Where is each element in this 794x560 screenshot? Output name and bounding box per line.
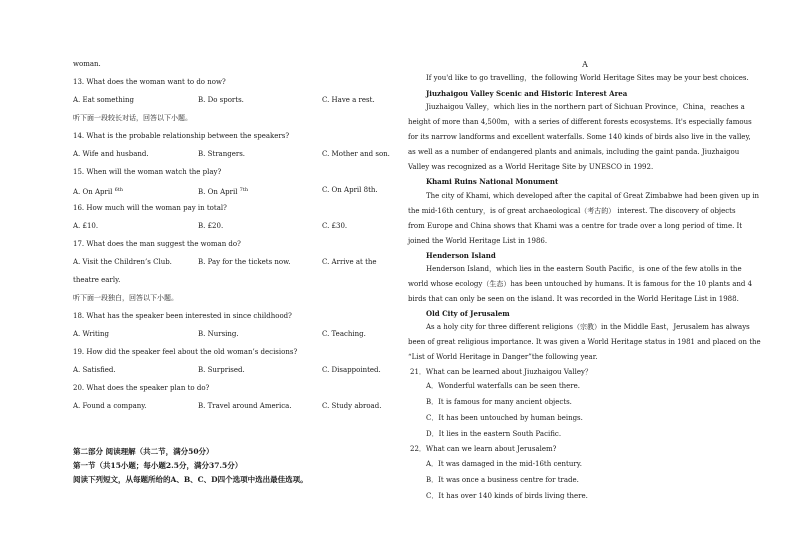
q13-option-a: A. Eat something: [73, 96, 134, 104]
passage-letter: A: [582, 60, 588, 69]
q21-option-a: A．Wonderful waterfalls can be seen there.: [426, 382, 581, 390]
q21-option-c: C．It has been untouched by human beings.: [426, 414, 583, 422]
question-22: 22．What can we learn about Jerusalem?: [410, 445, 557, 453]
question-20: 20. What does the speaker plan to do?: [73, 384, 210, 392]
question-14: 14. What is the probable relationship between the speakers?: [73, 132, 290, 140]
q22-option-a: A．It was damaged in the mid-16th century.: [426, 460, 582, 468]
question-21: 21．What can be learned about Jiuzhaigou Valley？: [410, 368, 592, 376]
henderson-line-3: birds that can only be seen on the island. It was recorded in the World Heritage List in 1988.: [408, 295, 739, 303]
q20-option-a: A. Found a company.: [73, 402, 147, 410]
q16-option-a: A. £10.: [73, 222, 99, 230]
heading-jerusalem: Old City of Jerusalem: [426, 309, 510, 318]
heading-jiuzhaigou: Jiuzhaigou Valley Scenic and Historic Interest Area: [426, 89, 628, 98]
q19-option-c: C. Disappointed.: [322, 366, 381, 374]
question-15: 15. When will the woman watch the play?: [73, 168, 222, 176]
q22-option-b: B．It was once a business centre for trade.: [426, 476, 579, 484]
khami-line-2: the mid-16th century，is of great archaeological（考古的） interest. The discovery of objects: [408, 207, 736, 215]
jiuzhaigou-line-2: height of more than 4,500m，with a series of different forests ecosystems. It's especially famous: [408, 118, 752, 126]
passage-intro: If you'd like to go travelling，the following World Heritage Sites may be your best choices.: [426, 74, 749, 82]
khami-line-4: joined the World Heritage List in 1986.: [408, 237, 548, 245]
q17-option-c-continued: theatre early.: [73, 276, 121, 284]
q17-option-b: B. Pay for the tickets now.: [198, 258, 291, 266]
jiuzhaigou-line-5: Valley was recognized as a World Heritage Site by UNESCO in 1992.: [408, 163, 654, 171]
q20-option-b: B. Travel around America.: [198, 402, 292, 410]
q15-option-b: B. On April $^{7th}$: [198, 187, 249, 196]
q19-option-b: B. Surprised.: [198, 366, 245, 374]
q16-option-b: B. £20.: [198, 222, 224, 230]
jerusalem-line-2: been of great religious importance. It was given a World Heritage status in 1981 and placed on the: [408, 338, 761, 346]
question-17: 17. What does the man suggest the woman do?: [73, 240, 241, 248]
question-13: 13. What does the woman want to do now?: [73, 78, 226, 86]
q18-option-b: B. Nursing.: [198, 330, 239, 338]
part-two-title: 第二部分 阅读理解（共二节，满分50分）: [73, 447, 214, 456]
listening-instruction-monologue: 听下面一段独白，回答以下小题。: [73, 294, 178, 302]
q18-option-a: A. Writing: [73, 330, 110, 338]
henderson-line-2: world whose ecology（生态）has been untouched by humans. It is famous for the 10 plants and 4: [408, 280, 753, 288]
q14-option-a: A. Wife and husband.: [73, 150, 149, 158]
q17-option-c: C. Arrive at the: [322, 258, 377, 266]
jiuzhaigou-line-3: for its narrow landforms and excellent waterfalls. Some 140 kinds of birds also live in the valley,: [408, 133, 751, 141]
heading-khami: Khami Ruins National Monument: [426, 177, 559, 186]
khami-line-1: The city of Khami, which developed after the capital of Great Zimbabwe had been given up in: [426, 192, 760, 200]
reading-instruction: 阅读下列短文，从每题所给的A、B、C、D四个选项中选出最佳选项。: [73, 475, 308, 484]
jiuzhaigou-line-1: Jiuzhaigou Valley，which lies in the northern part of Sichuan Province，China，reaches a: [426, 103, 745, 111]
heading-henderson: Henderson Island: [426, 251, 496, 260]
q14-option-c: C. Mother and son.: [322, 150, 390, 158]
listening-instruction-long: 听下面一段较长对话，回答以下小题。: [73, 114, 192, 122]
continued-word: woman.: [73, 60, 101, 68]
q13-option-c: C. Have a rest.: [322, 96, 375, 104]
henderson-line-1: Henderson Island，which lies in the eastern South Pacific，is one of the few atolls in the: [426, 265, 742, 273]
q16-option-c: C. £30.: [322, 222, 348, 230]
question-18: 18. What has the speaker been interested in since childhood?: [73, 312, 292, 320]
question-19: 19. How did the speaker feel about the old woman’s decisions?: [73, 348, 298, 356]
q22-option-c: C．It has over 140 kinds of birds living there.: [426, 492, 588, 500]
section-one-title: 第一节（共15小题；每小题2.5分，满分37.5分）: [73, 461, 243, 470]
q15-option-a: A. On April $^{6th}$: [73, 187, 123, 196]
q14-option-b: B. Strangers.: [198, 150, 246, 158]
khami-line-3: from Europe and China shows that Khami was a centre for trade over a long period of time. It: [408, 222, 743, 230]
question-16: 16. How much will the woman pay in total?: [73, 204, 227, 212]
q19-option-a: A. Satisfied.: [73, 366, 116, 374]
q13-option-b: B. Do sports.: [198, 96, 244, 104]
q17-option-a: A. Visit the Children’s Club.: [73, 258, 172, 266]
q15-option-c: C. On April 8th.: [322, 186, 378, 194]
jerusalem-line-1: As a holy city for three different religions（宗教）in the Middle East，Jerusalem has always: [426, 323, 750, 331]
jerusalem-line-3: “List of World Heritage in Danger”the following year.: [408, 353, 598, 361]
jiuzhaigou-line-4: as well as a number of endangered plants and animals, including the gaint panda. Jiuzhaigou: [408, 148, 740, 156]
q18-option-c: C. Teaching.: [322, 330, 366, 338]
q21-option-b: B．It is famous for many ancient objects.: [426, 398, 572, 406]
q20-option-c: C. Study abroad.: [322, 402, 382, 410]
q21-option-d: D．It lies in the eastern South Pacific.: [426, 430, 562, 438]
